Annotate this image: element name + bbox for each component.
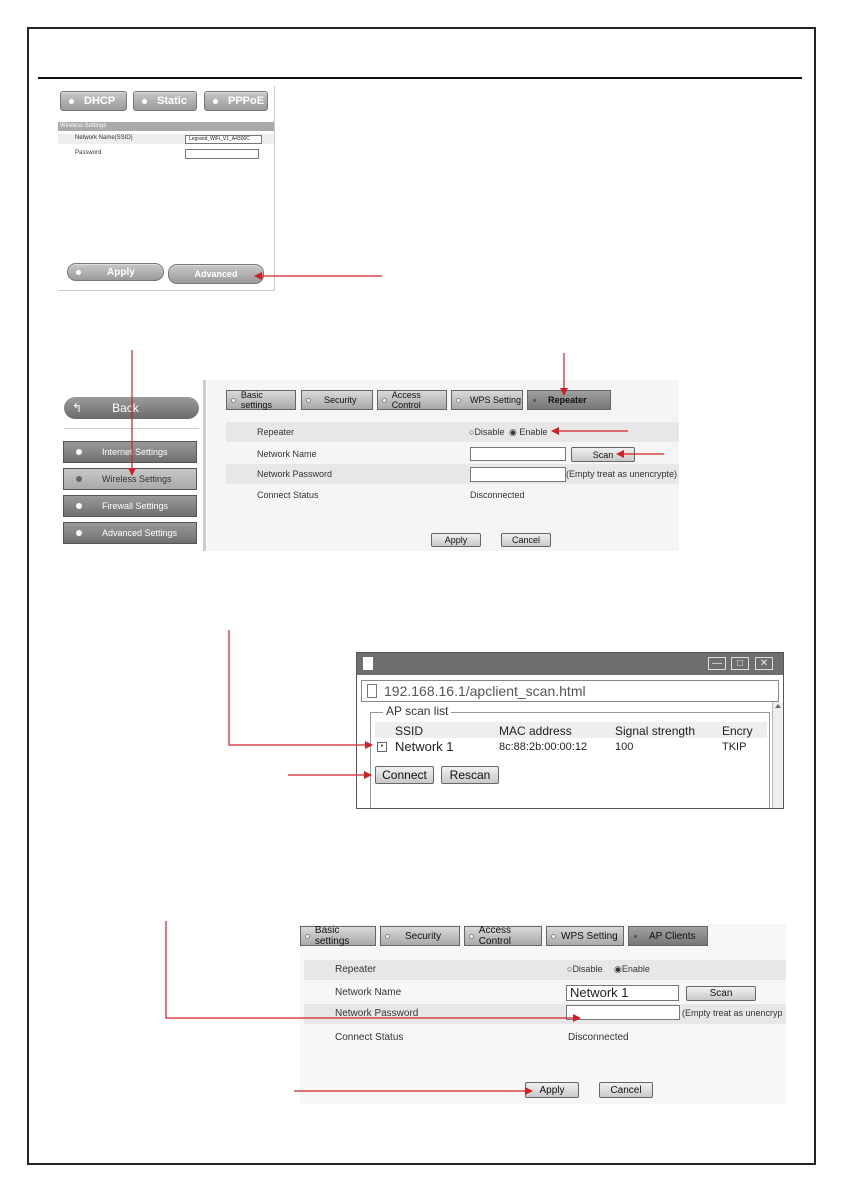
advanced-button[interactable]: Advanced	[168, 264, 264, 284]
connect-status-value: Disconnected	[470, 490, 525, 500]
connect-status-value: Disconnected	[568, 1032, 629, 1043]
cancel-button[interactable]: Cancel	[501, 533, 551, 547]
empty-note: (Empty treat as unencrypte)	[566, 469, 678, 479]
rescan-button[interactable]: Rescan	[441, 766, 499, 784]
section-header: Wireless Settings	[58, 122, 275, 131]
nav-advanced-settings[interactable]: Advanced Settings	[63, 522, 197, 544]
panel-ap-clients	[300, 924, 786, 1104]
tab-static[interactable]: Static	[133, 91, 197, 111]
address-bar[interactable]: 192.168.16.1/apclient_scan.html	[361, 680, 779, 702]
row-signal: 100	[615, 741, 634, 753]
back-button[interactable]: ↰ Back	[64, 397, 199, 419]
col-mac: MAC address	[499, 724, 572, 738]
tab-wps-setting[interactable]: WPS Setting	[546, 926, 624, 946]
empty-note: (Empty treat as unencryp	[682, 1008, 783, 1018]
network-name-label: Network Name	[257, 449, 317, 459]
ssid-input[interactable]: Legrand_WiFi_V1_A4300C	[185, 135, 262, 144]
tab-basic-settings[interactable]: Basic settings	[300, 926, 376, 946]
tab-pppoe[interactable]: PPPoE	[204, 91, 268, 111]
network-password-label: Network Password	[257, 469, 333, 479]
network-name-label: Network Name	[335, 987, 402, 998]
nav-wireless-settings[interactable]: Wireless Settings	[63, 468, 197, 490]
ap-scan-legend: AP scan list	[383, 704, 451, 718]
close-icon[interactable]: ✕	[755, 657, 773, 670]
network-name-input[interactable]	[470, 447, 566, 461]
col-ssid: SSID	[395, 724, 424, 738]
document-icon	[367, 684, 377, 698]
tab-basic-settings[interactable]: Basic settings	[226, 390, 296, 410]
tab-dhcp[interactable]: DHCP	[60, 91, 127, 111]
header-rule	[38, 77, 802, 79]
apply-button[interactable]: Apply	[67, 263, 164, 281]
enable-radio[interactable]: ◉Enable	[614, 964, 650, 974]
network-password-input[interactable]	[470, 467, 566, 482]
nav-firewall-settings[interactable]: Firewall Settings	[63, 495, 197, 517]
tab-ap-clients[interactable]: AP Clients	[628, 926, 708, 946]
minimize-icon[interactable]: —	[708, 657, 726, 670]
tab-access-control[interactable]: Access Control	[377, 390, 447, 410]
disable-radio[interactable]: ○Disable	[567, 964, 603, 974]
connect-button[interactable]: Connect	[375, 766, 434, 784]
tab-security[interactable]: Security	[301, 390, 373, 410]
scrollbar[interactable]	[772, 702, 783, 809]
scan-button[interactable]: Scan	[686, 986, 756, 1001]
tab-access-control[interactable]: Access Control	[464, 926, 542, 946]
row-mac: 8c:88:2b:00:00:12	[499, 741, 588, 753]
browser-window	[356, 652, 784, 809]
ssid-label: Network Name(SSID)	[75, 135, 133, 141]
connect-status-label: Connect Status	[335, 1032, 404, 1043]
apply-button[interactable]: Apply	[431, 533, 481, 547]
panel-wireless-settings	[58, 86, 275, 291]
row-ssid: Network 1	[395, 739, 454, 754]
network-name-input[interactable]: Network 1	[566, 985, 679, 1001]
page-icon	[363, 657, 373, 670]
apply-button[interactable]: Apply	[525, 1082, 579, 1098]
back-arrow-icon: ↰	[72, 401, 83, 415]
cancel-button[interactable]: Cancel	[599, 1082, 653, 1098]
password-label: Password	[75, 150, 102, 156]
panel-repeater	[61, 380, 679, 551]
scan-button[interactable]: Scan	[571, 447, 635, 462]
col-encry: Encry	[722, 724, 753, 738]
network-radio[interactable]: •	[377, 742, 387, 752]
tab-security[interactable]: Security	[380, 926, 460, 946]
repeater-label: Repeater	[335, 964, 377, 975]
maximize-icon[interactable]: □	[731, 657, 749, 670]
nav-internet-settings[interactable]: Internet Settings	[63, 441, 197, 463]
col-signal: Signal strength	[615, 724, 696, 738]
password-input[interactable]	[185, 149, 259, 159]
network-password-label: Network Password	[335, 1008, 419, 1019]
tab-repeater[interactable]: Repeater	[527, 390, 611, 410]
enable-radio[interactable]: ◉ Enable	[509, 427, 548, 437]
window-titlebar	[357, 653, 783, 675]
tab-wps-setting[interactable]: WPS Setting	[451, 390, 523, 410]
connect-status-label: Connect Status	[257, 490, 319, 500]
repeater-label: Repeater	[257, 427, 295, 437]
disable-radio[interactable]: ○Disable	[469, 427, 505, 437]
row-encry: TKIP	[722, 741, 747, 753]
network-password-input[interactable]	[566, 1005, 680, 1020]
